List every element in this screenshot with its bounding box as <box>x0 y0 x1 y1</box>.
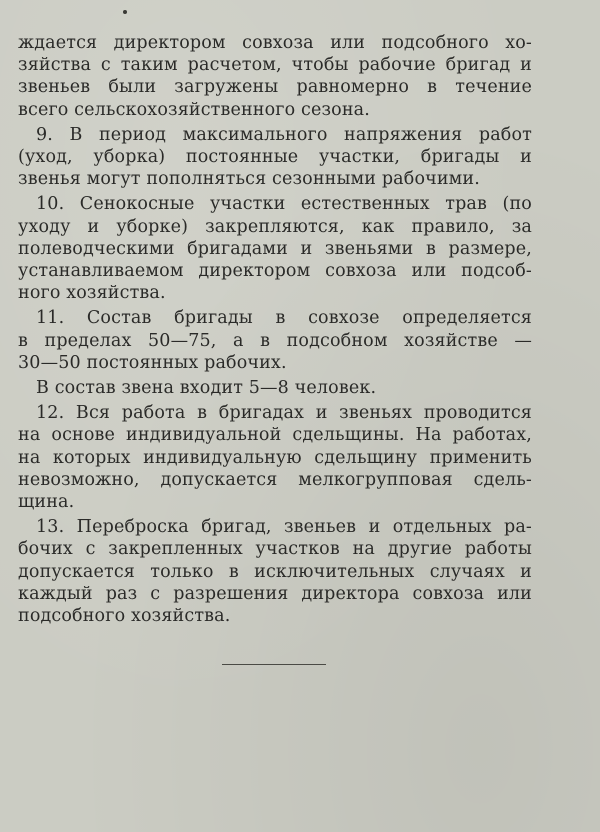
paragraph-10 <box>18 193 532 304</box>
text-line: всего сельскохозяйственного сезона. <box>18 99 370 120</box>
text-line: ного хозяйства. <box>18 283 166 304</box>
text-line: полеводческими бригадами и звеньями в размере, <box>18 238 532 259</box>
paragraph-11 <box>18 307 532 374</box>
text-line: (уход, уборка) постоянные участки, бригады и <box>18 147 532 168</box>
section-divider <box>222 664 326 665</box>
text-line: 13. Переброска бригад, звеньев и отдельных ра- <box>36 517 532 538</box>
text-line: 11. Состав бригады в совхозе определяется <box>36 308 532 329</box>
text-line: на которых индивидуальную сдельщину применить <box>18 447 532 468</box>
text-line: ждается директором совхоза или подсобного хо- <box>18 33 532 53</box>
text-line: щина. <box>18 492 75 513</box>
document-body <box>18 32 532 627</box>
paragraph-12 <box>18 402 532 513</box>
text-line: зяйства с таким расчетом, чтобы рабочие бригад и <box>18 55 532 76</box>
paragraph-9 <box>18 124 532 191</box>
ink-speck <box>123 10 127 14</box>
text-line: уходу и уборке) закрепляются, как правило, за <box>18 216 532 237</box>
text-line: 9. В период максимального напряжения работ <box>36 124 532 145</box>
text-line: звеньев были загружены равномерно в течение <box>18 77 532 98</box>
paragraph-11-continued <box>18 377 532 399</box>
paragraph-13 <box>18 516 532 627</box>
text-line: невозможно, допускается мелкогрупповая сдель- <box>18 469 532 490</box>
text-line: каждый раз с разрешения директора совхоза или <box>18 583 532 604</box>
text-line: звенья могут пополняться сезонными рабочими. <box>18 169 480 190</box>
text-line: 30—50 постоянных рабочих. <box>18 352 287 373</box>
text-line: подсобного хозяйства. <box>18 606 231 627</box>
text-line: 12. Вся работа в бригадах и звеньях проводится <box>36 403 532 424</box>
text-line: в пределах 50—75, а в подсобном хозяйстве — <box>18 330 532 351</box>
text-line: 10. Сенокосные участки естественных трав (по <box>36 194 532 215</box>
text-line: бочих с закрепленных участков на другие работы <box>18 539 532 560</box>
text-line: на основе индивидуальной сдельщины. На работах, <box>18 425 532 446</box>
paragraph-continuation <box>18 32 532 121</box>
text-line: допускается только в исключительных случаях и <box>18 561 532 582</box>
text-line: В состав звена входит 5—8 человек. <box>36 378 377 399</box>
text-line: устанавливаемом директором совхоза или подсоб- <box>18 261 532 282</box>
